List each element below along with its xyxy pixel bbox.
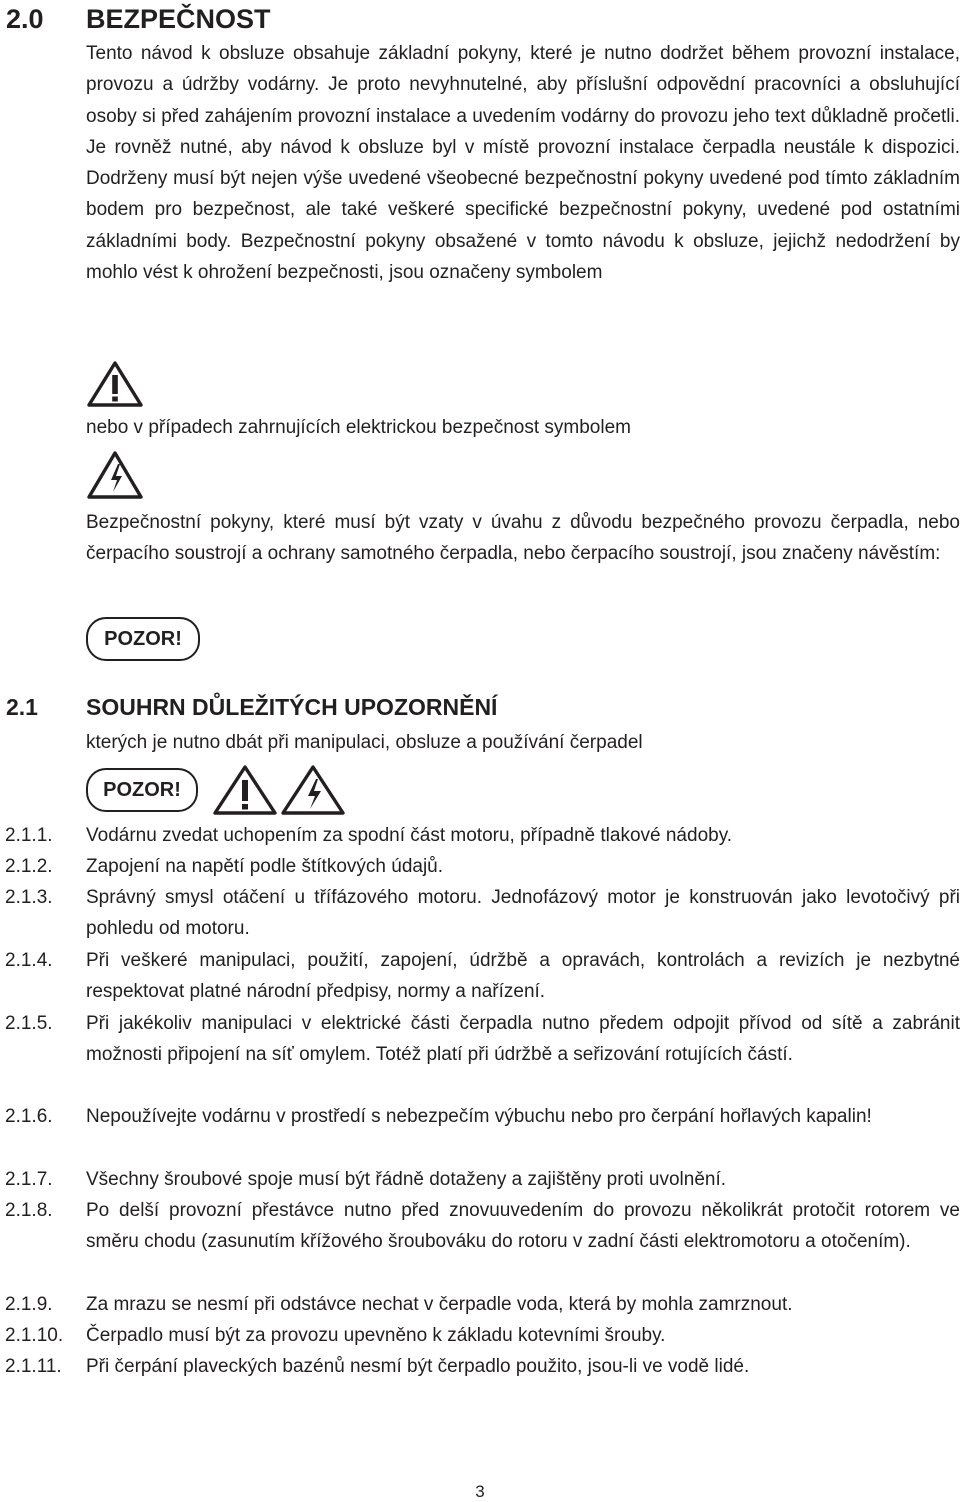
general-warning-icon: [86, 360, 144, 408]
page-number: 3: [475, 1482, 485, 1501]
list-item-text: Zapojení na napětí podle štítkových údajů.: [86, 856, 444, 877]
general-warning-icon-2: [212, 764, 278, 816]
list-item-number: 2.1.8.: [5, 1200, 53, 1221]
section-title: BEZPEČNOST: [86, 4, 271, 34]
list-item-text: Nepoužívejte vodárnu v prostředí s nebezpečím výbuchu nebo pro čerpání hořlavých kapalin!: [86, 1106, 872, 1127]
list-item-number: 2.1.7.: [5, 1169, 53, 1190]
list-item-text: Správný smysl otáčení u třífázového motoru. Jednofázový motor je konstruován jako levotočivý při pohledu od motoru.: [86, 887, 960, 940]
list-item-number: 2.1.3.: [5, 887, 53, 908]
list-item-text: Všechny šroubové spoje musí být řádně dotaženy a zajištěny proti uvolnění.: [86, 1169, 727, 1190]
list-item-number: 2.1.2.: [5, 856, 53, 877]
list-item-number: 2.1.4.: [5, 950, 53, 971]
pozor-warning-badge: POZOR!: [86, 617, 200, 661]
subsection-title: SOUHRN DŮLEŽITÝCH UPOZORNĚNÍ: [86, 694, 498, 720]
list-item-number: 2.1.9.: [5, 1294, 53, 1315]
electric-hazard-icon: [86, 450, 144, 500]
list-item-text: Při jakékoliv manipulaci v elektrické části čerpadla nutno předem odpojit přívod od sítě a zabránit možnosti připojení na síť omylem. Totéž platí při údržbě a seřizování rotujících částí.: [86, 1013, 960, 1066]
list-item-text: Vodárnu zvedat uchopením za spodní část motoru, případně tlakové nádoby.: [86, 825, 733, 846]
electric-hazard-icon-2: [280, 764, 346, 816]
subsection-number: 2.1: [6, 694, 38, 720]
list-item-number: 2.1.5.: [5, 1013, 53, 1034]
section-intro: Tento návod k obsluze obsahuje základní pokyny, které je nutno dodržet během provozní instalace, provozu a údržby vodárny. Je proto nevyhnutelné, aby příslušní odpovědní pracovníci a obsluhující osoby si před zahájením provozní instalace a uvedením vodárny do provozu jeho text důkladně pročetli. Je rovněž nutné, aby návod k obsluze byl v místě provozní instalace čerpadla neustále k dispozici. Dodrženy musí být nejen výše uvedené všeobecné bezpečnostní pokyny uvedené pod tímto základním bodem pro bezpečnost, ale také veškeré specifické bezpečnostní pokyny, uvedené pod ostatními základními body. Bezpečnostní pokyny obsažené v tomto návodu k obsluze, jejichž nedodržení by mohlo vést k ohrožení bezpečnosti, jsou označeny symbolem: [86, 43, 960, 284]
electric-safety-text: nebo v případech zahrnujících elektrickou bezpečnost symbolem: [86, 417, 631, 438]
list-item-number: 2.1.11.: [5, 1356, 62, 1377]
list-item-text: Po delší provozní přestávce nutno před znovuuvedením do provozu několikrát protočit rotorem ve směru chodu (zasunutím křížového šroubováku do rotoru v zadní části elektromotoru a otočením).: [86, 1200, 960, 1253]
subsection-subtitle: kterých je nutno dbát při manipulaci, obsluze a používání čerpadel: [86, 732, 643, 753]
list-item-text: Při veškeré manipulaci, použití, zapojení, údržbě a opravách, kontrolách a revizích je nezbytné respektovat platné národní předpisy, normy a nařízení.: [86, 950, 960, 1003]
list-item-text: Při čerpání plaveckých bazénů nesmí být čerpadlo použito, jsou-li ve vodě lidé.: [86, 1356, 750, 1377]
pozor-warning-badge-2: POZOR!: [86, 768, 198, 812]
list-item-number: 2.1.6.: [5, 1106, 53, 1127]
list-item-number: 2.1.1.: [5, 825, 53, 846]
list-item-text: Čerpadlo musí být za provozu upevněno k základu kotevními šrouby.: [86, 1325, 666, 1346]
list-item-text: Za mrazu se nesmí při odstávce nechat v čerpadle voda, která by mohla zamrznout.: [86, 1294, 793, 1315]
pump-safety-text: Bezpečnostní pokyny, které musí být vzaty v úvahu z důvodu bezpečného provozu čerpadla, nebo čerpacího soustrojí a ochrany samotného čerpadla, nebo čerpacího soustrojí, jsou značeny návěstím:: [86, 512, 960, 565]
list-item-number: 2.1.10.: [5, 1325, 64, 1346]
section-number: 2.0: [6, 4, 44, 34]
